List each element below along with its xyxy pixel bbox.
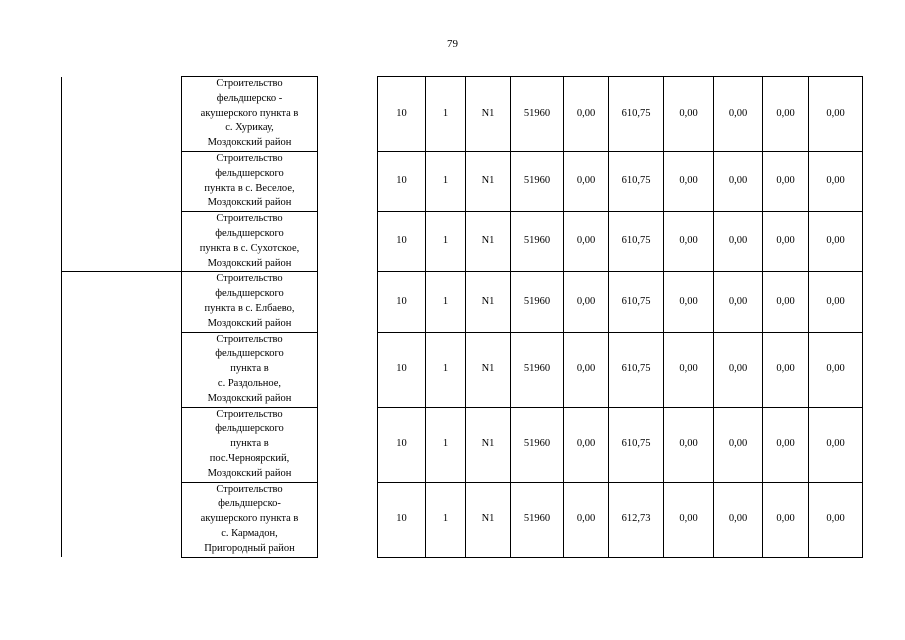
cell-subsection: 1 bbox=[426, 332, 466, 407]
cell-target-article: N1 bbox=[466, 272, 511, 332]
cell-value-2: 610,75 bbox=[609, 332, 664, 407]
object-name-line: фельдшерского bbox=[215, 167, 284, 179]
cell-subsection: 1 bbox=[426, 77, 466, 152]
object-name-line: Моздокский район bbox=[207, 467, 292, 479]
object-name-line: Строительство bbox=[216, 78, 283, 89]
table-row bbox=[62, 407, 863, 482]
object-name-line: Строительство bbox=[216, 273, 283, 285]
cell-object-name bbox=[182, 212, 318, 272]
cell-object-name bbox=[182, 332, 318, 407]
cell-subsection: 1 bbox=[426, 272, 466, 332]
cell-blank bbox=[318, 77, 378, 152]
object-name-line: Моздокский район bbox=[207, 317, 292, 329]
cell-value-3: 0,00 bbox=[664, 152, 714, 212]
object-name-line: Строительство bbox=[216, 483, 283, 495]
table-row bbox=[62, 332, 863, 407]
cell-value-1: 0,00 bbox=[564, 272, 609, 332]
object-name-line: с. Раздольное, bbox=[217, 377, 282, 389]
cell-value-5: 0,00 bbox=[763, 407, 809, 482]
cell-value-6: 0,00 bbox=[809, 77, 863, 152]
cell-value-1: 0,00 bbox=[564, 212, 609, 272]
cell-expense-type: 51960 bbox=[511, 272, 564, 332]
cell-value-2: 612,73 bbox=[609, 482, 664, 557]
cell-section: 10 bbox=[378, 272, 426, 332]
cell-blank bbox=[318, 407, 378, 482]
cell-expense-type: 51960 bbox=[511, 407, 564, 482]
cell-value-6: 0,00 bbox=[809, 212, 863, 272]
cell-value-2: 610,75 bbox=[609, 77, 664, 152]
cell-value-6: 0,00 bbox=[809, 482, 863, 557]
cell-expense-type: 51960 bbox=[511, 332, 564, 407]
cell-object-name bbox=[182, 272, 318, 332]
cell-section: 10 bbox=[378, 407, 426, 482]
cell-value-4: 0,00 bbox=[714, 77, 763, 152]
cell-value-6: 0,00 bbox=[809, 407, 863, 482]
cell-value-5: 0,00 bbox=[763, 212, 809, 272]
table-container bbox=[61, 76, 863, 558]
cell-section: 10 bbox=[378, 482, 426, 557]
object-name-line: Моздокский район bbox=[207, 137, 292, 149]
cell-value-1: 0,00 bbox=[564, 332, 609, 407]
cell-value-1: 0,00 bbox=[564, 152, 609, 212]
cell-expense-type: 51960 bbox=[511, 482, 564, 557]
cell-object-name bbox=[182, 77, 318, 152]
cell-value-3: 0,00 bbox=[664, 212, 714, 272]
cell-value-4: 0,00 bbox=[714, 482, 763, 557]
object-name-line: Строительство bbox=[216, 153, 283, 164]
table-row bbox=[62, 272, 863, 332]
object-name-line: Моздокский район bbox=[207, 197, 292, 209]
cell-group bbox=[62, 482, 182, 557]
object-name-line: Моздокский район bbox=[207, 392, 292, 404]
cell-section: 10 bbox=[378, 152, 426, 212]
cell-target-article: N1 bbox=[466, 212, 511, 272]
table-row bbox=[62, 212, 863, 272]
cell-object-name bbox=[182, 152, 318, 212]
object-name-line: пункта в bbox=[230, 438, 269, 450]
cell-value-2: 610,75 bbox=[609, 407, 664, 482]
object-name-line: фельдшерского bbox=[215, 227, 284, 239]
object-name-line: с. Кармадон, bbox=[221, 527, 278, 539]
cell-value-5: 0,00 bbox=[763, 152, 809, 212]
object-name-line: фельдшерско - bbox=[216, 92, 283, 104]
object-name-line: акушерского пункта в bbox=[200, 107, 299, 119]
object-name-line: пункта в bbox=[230, 363, 269, 375]
object-name-line: пункта в с. Сухотское, bbox=[199, 242, 300, 254]
budget-table bbox=[61, 76, 863, 558]
cell-group bbox=[62, 332, 182, 407]
cell-target-article: N1 bbox=[466, 332, 511, 407]
cell-target-article: N1 bbox=[466, 77, 511, 152]
cell-value-4: 0,00 bbox=[714, 212, 763, 272]
table-body bbox=[62, 77, 863, 558]
object-name-line: фельдшерского bbox=[215, 288, 284, 300]
cell-value-5: 0,00 bbox=[763, 332, 809, 407]
cell-value-3: 0,00 bbox=[664, 482, 714, 557]
object-name-line: фельдшерского bbox=[215, 423, 284, 435]
cell-expense-type: 51960 bbox=[511, 152, 564, 212]
cell-value-2: 610,75 bbox=[609, 212, 664, 272]
cell-value-6: 0,00 bbox=[809, 272, 863, 332]
cell-value-1: 0,00 bbox=[564, 407, 609, 482]
cell-value-5: 0,00 bbox=[763, 272, 809, 332]
cell-value-4: 0,00 bbox=[714, 407, 763, 482]
object-name-line: с. Хурикау, bbox=[225, 122, 274, 134]
cell-blank bbox=[318, 272, 378, 332]
object-name-line: акушерского пункта в bbox=[200, 513, 299, 525]
cell-group bbox=[62, 407, 182, 482]
page-number: 79 bbox=[447, 38, 458, 50]
cell-object-name bbox=[182, 482, 318, 557]
cell-value-2: 610,75 bbox=[609, 152, 664, 212]
cell-value-3: 0,00 bbox=[664, 332, 714, 407]
cell-section: 10 bbox=[378, 332, 426, 407]
object-name-line: пункта в с. Веселое, bbox=[204, 182, 295, 194]
cell-group bbox=[62, 212, 182, 272]
cell-value-1: 0,00 bbox=[564, 482, 609, 557]
object-name-line: Моздокский район bbox=[207, 257, 292, 269]
object-name-line: фельдшерско- bbox=[218, 498, 281, 510]
object-name-line: пос.Черноярский, bbox=[209, 452, 290, 464]
cell-value-6: 0,00 bbox=[809, 332, 863, 407]
cell-group bbox=[62, 272, 182, 332]
cell-blank bbox=[318, 482, 378, 557]
cell-value-4: 0,00 bbox=[714, 272, 763, 332]
cell-subsection: 1 bbox=[426, 152, 466, 212]
cell-target-article: N1 bbox=[466, 482, 511, 557]
table-row bbox=[62, 152, 863, 212]
object-name-line: пункта в с. Елбаево, bbox=[204, 302, 295, 314]
cell-value-3: 0,00 bbox=[664, 272, 714, 332]
cell-subsection: 1 bbox=[426, 212, 466, 272]
cell-section: 10 bbox=[378, 212, 426, 272]
cell-section: 10 bbox=[378, 77, 426, 152]
cell-value-1: 0,00 bbox=[564, 77, 609, 152]
cell-value-3: 0,00 bbox=[664, 407, 714, 482]
cell-expense-type: 51960 bbox=[511, 77, 564, 152]
cell-subsection: 1 bbox=[426, 407, 466, 482]
cell-object-name bbox=[182, 407, 318, 482]
cell-value-4: 0,00 bbox=[714, 152, 763, 212]
cell-value-5: 0,00 bbox=[763, 77, 809, 152]
cell-value-4: 0,00 bbox=[714, 332, 763, 407]
object-name-line: Строительство bbox=[216, 333, 283, 345]
cell-subsection: 1 bbox=[426, 482, 466, 557]
cell-target-article: N1 bbox=[466, 152, 511, 212]
object-name-line: Строительство bbox=[216, 408, 283, 420]
cell-value-2: 610,75 bbox=[609, 272, 664, 332]
cell-blank bbox=[318, 332, 378, 407]
object-name-line: фельдшерского bbox=[215, 348, 284, 360]
cell-value-5: 0,00 bbox=[763, 482, 809, 557]
cell-value-3: 0,00 bbox=[664, 77, 714, 152]
cell-group bbox=[62, 77, 182, 152]
cell-group bbox=[62, 152, 182, 212]
cell-target-article: N1 bbox=[466, 407, 511, 482]
cell-expense-type: 51960 bbox=[511, 212, 564, 272]
table-row bbox=[62, 77, 863, 152]
object-name-line: Пригородный район bbox=[204, 542, 295, 554]
cell-value-6: 0,00 bbox=[809, 152, 863, 212]
cell-blank bbox=[318, 212, 378, 272]
table-row bbox=[62, 482, 863, 557]
object-name-line: Строительство bbox=[216, 213, 283, 225]
cell-blank bbox=[318, 152, 378, 212]
